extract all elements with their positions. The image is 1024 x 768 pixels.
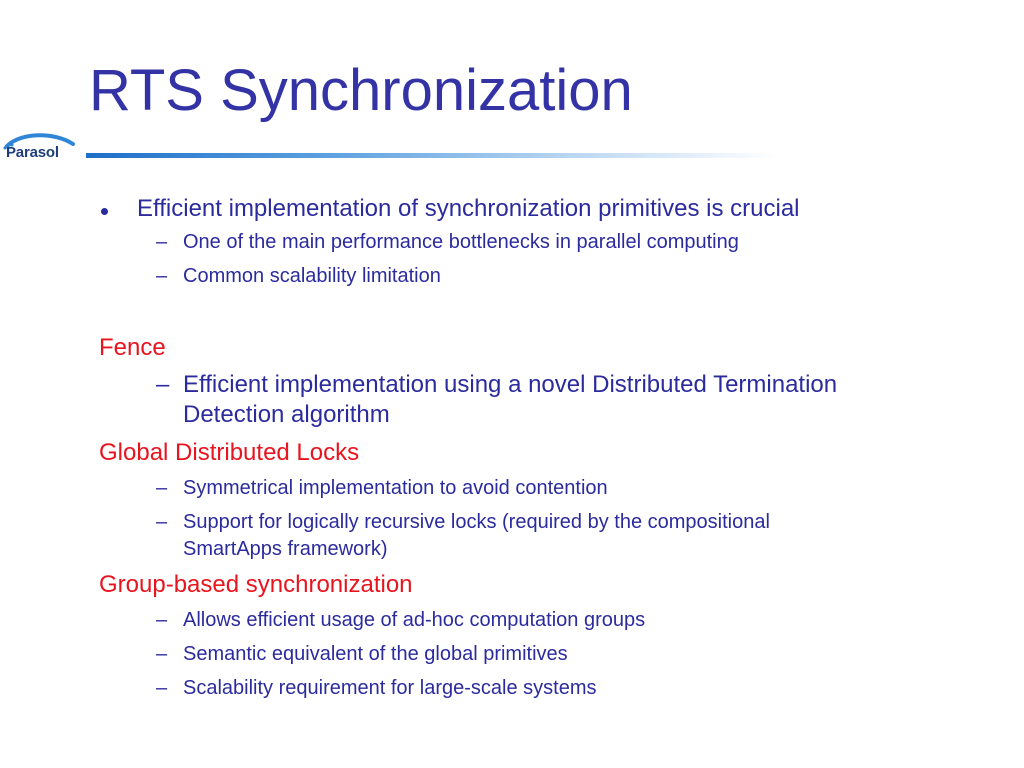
parasol-logo (3, 132, 79, 166)
dash-marker: – (156, 265, 168, 287)
heading-fence: Fence (99, 334, 166, 361)
sub-bullet: One of the main performance bottlenecks in parallel computing (183, 231, 739, 253)
sub-bullet: Semantic equivalent of the global primitives (183, 643, 568, 665)
sub-bullet-continuation: Detection algorithm (183, 401, 390, 428)
sub-bullet: Symmetrical implementation to avoid contention (183, 477, 608, 499)
sub-bullet-continuation: SmartApps framework) (183, 538, 388, 560)
sub-bullet: Support for logically recursive locks (required by the compositional (183, 511, 770, 533)
sub-bullet: Common scalability limitation (183, 265, 441, 287)
title-underline (86, 153, 776, 158)
dash-marker: – (156, 371, 170, 398)
heading-group-sync: Group-based synchronization (99, 571, 413, 598)
bullet-intro: Efficient implementation of synchronization primitives is crucial (137, 195, 800, 222)
logo-text: Parasol (6, 144, 59, 161)
dash-marker: – (156, 609, 168, 631)
dash-marker: – (156, 677, 168, 699)
sub-bullet: Allows efficient usage of ad-hoc computation groups (183, 609, 646, 631)
slide-title: RTS Synchronization (89, 58, 633, 123)
heading-global-locks: Global Distributed Locks (99, 439, 360, 466)
dash-marker: – (156, 643, 168, 665)
dash-marker: – (156, 231, 168, 253)
dash-marker: – (156, 511, 168, 533)
sub-bullet: Scalability requirement for large-scale systems (183, 677, 597, 699)
bullet-dot (101, 208, 108, 215)
dash-marker: – (156, 477, 168, 499)
sub-bullet: Efficient implementation using a novel Distributed Termination (183, 371, 838, 398)
